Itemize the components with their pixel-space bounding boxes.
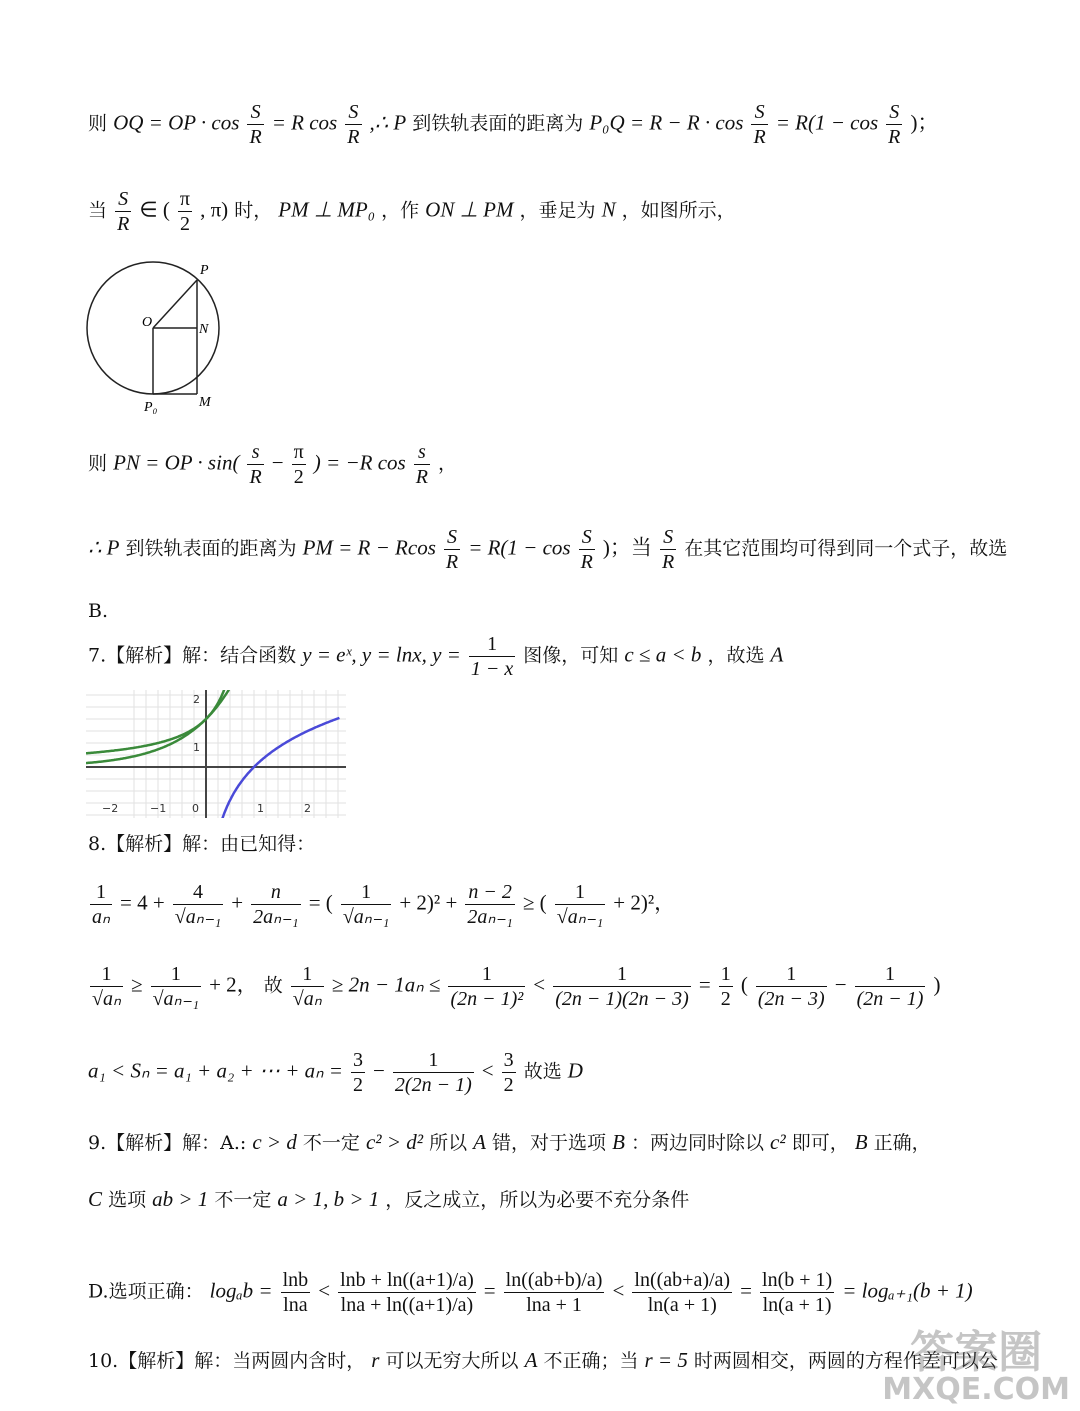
math: <	[318, 1278, 331, 1303]
den: R	[661, 551, 675, 573]
num: 1	[90, 880, 112, 905]
den: ln(a + 1)	[647, 1294, 717, 1316]
math: logₐb =	[209, 1278, 273, 1303]
x-tick--2: −2	[102, 802, 119, 815]
text: 不一定	[214, 1189, 272, 1211]
label-M: M	[199, 395, 211, 410]
math: =	[740, 1278, 752, 1303]
math: r	[371, 1348, 380, 1372]
math: )；	[910, 110, 939, 135]
text: 正确，	[873, 1132, 931, 1154]
num: S	[751, 100, 767, 125]
num: 1	[291, 962, 324, 987]
num: n	[251, 880, 300, 905]
y-tick-1: 1	[193, 741, 200, 754]
math: A	[473, 1130, 486, 1154]
text: 可以无穷大所以	[385, 1350, 519, 1372]
q9-line2	[88, 1186, 1010, 1213]
math: ≥ (	[522, 890, 547, 915]
fraction	[448, 962, 525, 1011]
fraction	[338, 1268, 476, 1317]
text: 即可，	[791, 1132, 849, 1154]
num: lnb + ln((a+1)/a)	[340, 1269, 474, 1291]
q8-line3	[88, 1048, 1010, 1097]
fraction	[345, 100, 361, 149]
den: 2aₙ₋₁	[253, 906, 299, 928]
fraction	[719, 962, 733, 1011]
fraction	[90, 880, 112, 929]
text: 则	[88, 452, 108, 475]
num: s	[414, 440, 430, 465]
fraction	[632, 1268, 732, 1317]
den: R	[347, 126, 360, 148]
math: r = 5	[644, 1348, 688, 1372]
math: B	[612, 1130, 625, 1154]
watermark-text-url: MXQE.COM	[882, 1372, 1070, 1407]
math: c²	[770, 1130, 786, 1154]
math: =	[483, 1278, 496, 1303]
q8-intro	[88, 831, 1010, 857]
q8-line2	[88, 962, 1010, 1011]
fraction	[555, 880, 605, 929]
text: 到铁轨表面的距离为	[125, 537, 297, 560]
math: = logₐ₊₁(b + 1)	[842, 1278, 973, 1303]
line-pm-distance	[88, 525, 1010, 574]
math: (	[740, 972, 748, 997]
text: D.选项正确：	[88, 1280, 204, 1303]
math: ≥	[131, 972, 143, 997]
text: ，如图所示，	[621, 199, 736, 222]
fraction	[465, 880, 514, 929]
den: lna + ln((a+1)/a)	[340, 1294, 474, 1316]
num: S	[345, 100, 361, 125]
line-pn	[88, 440, 1010, 489]
den: (2n − 1)(2n − 3)	[555, 988, 689, 1010]
math: c > d	[252, 1130, 297, 1154]
math: c ≤ a < b	[624, 642, 702, 667]
fraction	[90, 962, 123, 1011]
den: R	[415, 466, 428, 488]
den: 2aₙ₋₁	[467, 906, 513, 928]
num: s	[247, 440, 263, 465]
den: 2	[720, 988, 731, 1010]
math: = R(1 − cos	[775, 110, 879, 135]
function-graph	[86, 690, 346, 818]
watermark-text-cn: 答案圈	[910, 1327, 1043, 1378]
text: ，反之成立，所以为必要不充分条件	[385, 1189, 690, 1211]
den: R	[753, 126, 766, 148]
num: 1	[393, 1048, 474, 1073]
den: R	[888, 126, 901, 148]
math: ) = −R cos	[313, 450, 406, 475]
den: ln(a + 1)	[762, 1294, 832, 1316]
num: 1	[855, 962, 926, 987]
math: + 2，	[209, 972, 258, 997]
math: a > 1, b > 1	[277, 1187, 380, 1211]
fraction	[115, 187, 131, 236]
text: ，故选	[707, 644, 765, 667]
math: A	[770, 642, 784, 667]
text: 选项	[108, 1189, 147, 1211]
x-tick-2: 2	[304, 802, 311, 815]
fraction	[281, 1268, 311, 1317]
fraction	[469, 632, 515, 681]
num: S	[247, 100, 263, 125]
math: PN = OP · sin(	[113, 450, 240, 475]
text: ，作	[381, 199, 420, 222]
math: + 2)²，	[613, 890, 676, 915]
num: 4	[173, 880, 223, 905]
num: 1	[448, 962, 525, 987]
den: 2	[352, 1074, 363, 1096]
text: ，	[438, 452, 458, 475]
num: 3	[352, 1049, 363, 1071]
math: = R cos	[271, 110, 338, 135]
num: lnb	[282, 1269, 309, 1291]
x-tick-0: 0	[192, 802, 199, 815]
den: 2	[503, 1074, 514, 1096]
line-b	[88, 598, 1010, 624]
math: P₀Q = R − R · cos	[589, 110, 744, 135]
text: 时两圆相交，两圆的方程作差可以公	[693, 1350, 998, 1372]
math: = (	[308, 890, 333, 915]
num: ln(b + 1)	[762, 1269, 833, 1291]
label-N: N	[199, 322, 209, 337]
fraction	[886, 100, 902, 149]
den: 2(2n − 1)	[394, 1074, 472, 1096]
text: 故	[263, 974, 283, 997]
fraction	[553, 962, 691, 1011]
fraction	[351, 1048, 365, 1097]
label-O: O	[142, 315, 153, 330]
line-oq	[88, 100, 1010, 149]
label-P: P	[200, 263, 209, 278]
den: lna	[283, 1294, 308, 1316]
text: B.	[88, 600, 109, 622]
fraction	[292, 440, 306, 489]
text: 时，	[234, 199, 273, 222]
num: S	[886, 100, 902, 125]
fraction	[660, 525, 676, 574]
den: √aₙ₋₁	[152, 988, 200, 1010]
math: PM = R − Rcos	[302, 535, 436, 560]
math: −	[834, 972, 847, 997]
text: ：两边同时除以	[630, 1132, 764, 1154]
q9-line1	[88, 1129, 1010, 1156]
text: 所以	[429, 1132, 468, 1154]
fraction	[760, 1268, 834, 1317]
text: 故选	[523, 1060, 562, 1083]
text: 错，对于选项	[492, 1132, 607, 1154]
math: y = eˣ, y = lnx, y =	[302, 642, 461, 667]
num: π	[293, 441, 304, 463]
math: ON ⊥ PM	[425, 197, 514, 222]
q9-line3	[88, 1268, 1010, 1317]
math: N	[601, 197, 616, 222]
math: =	[698, 972, 711, 997]
num: 1	[720, 963, 731, 985]
math: ab > 1	[152, 1187, 209, 1211]
text: 在其它范围均可得到同一个式子，故选	[684, 537, 1008, 560]
num: 1	[555, 880, 605, 905]
text: 图像，可知	[523, 644, 619, 667]
den: 1 − x	[470, 658, 514, 680]
math: ,∴ P	[369, 110, 407, 135]
fraction	[504, 1268, 605, 1317]
math: +	[231, 890, 244, 915]
math: D	[567, 1058, 583, 1083]
fraction	[178, 187, 192, 236]
text: 9.【解析】解：A.:	[88, 1132, 247, 1154]
math: = 4 +	[120, 890, 165, 915]
num: S	[115, 187, 131, 212]
fraction	[247, 440, 263, 489]
fraction	[756, 962, 827, 1011]
text: 7.【解析】解：结合函数	[88, 644, 297, 667]
den: 2	[179, 213, 190, 235]
num: 1	[341, 880, 391, 905]
fraction	[251, 880, 300, 929]
fraction	[247, 100, 263, 149]
den: R	[249, 126, 262, 148]
fraction	[341, 880, 391, 929]
math: ∴ P	[88, 535, 120, 560]
den: √aₙ₋₁	[556, 906, 604, 928]
den: √aₙ	[92, 988, 121, 1010]
math: B	[854, 1130, 868, 1154]
num: 3	[503, 1049, 514, 1071]
text: 到铁轨表面的距离为	[412, 112, 584, 135]
den: (2n − 1)²	[450, 988, 524, 1010]
label-P0: P₀	[144, 400, 158, 415]
num: S	[579, 525, 595, 550]
den: (2n − 3)	[757, 988, 825, 1010]
den: R	[117, 213, 130, 235]
fraction	[151, 962, 201, 1011]
fraction	[751, 100, 767, 149]
den: R	[249, 466, 262, 488]
math: , π)	[200, 197, 229, 222]
line-when-pm	[88, 187, 1010, 236]
math: )	[933, 972, 941, 997]
num: 1	[151, 962, 201, 987]
text: 8.【解析】解：由已知得：	[88, 833, 316, 855]
num: ln((ab+a)/a)	[634, 1269, 731, 1291]
fraction	[444, 525, 460, 574]
num: 1	[756, 962, 827, 987]
den: √aₙ	[292, 988, 322, 1010]
num: ln((ab+b)/a)	[505, 1269, 603, 1291]
math: = R(1 − cos	[468, 535, 571, 560]
den: lna + 1	[526, 1294, 582, 1316]
num: 1	[553, 962, 691, 987]
fraction	[393, 1048, 474, 1097]
math: <	[533, 972, 546, 997]
math: )；当	[602, 535, 652, 560]
num: S	[660, 525, 676, 550]
math: PM ⊥ MP₀	[278, 197, 376, 222]
den: 2	[293, 466, 304, 488]
math: C	[88, 1187, 103, 1211]
q7-line	[88, 632, 1010, 681]
num: π	[179, 188, 191, 210]
num: 1	[469, 632, 515, 657]
den: √aₙ₋₁	[174, 906, 222, 928]
fraction	[291, 962, 324, 1011]
circle-diagram	[82, 258, 232, 418]
fraction	[855, 962, 926, 1011]
math: ≥ 2n − 1aₙ ≤	[331, 972, 441, 997]
math: −	[271, 450, 284, 475]
math: <	[481, 1058, 494, 1083]
math: OQ = OP · cos	[113, 110, 240, 135]
text: 不正确；当	[543, 1350, 639, 1372]
den: R	[580, 551, 593, 573]
text: 则	[88, 112, 108, 135]
math: + 2)² +	[399, 890, 458, 915]
math: A	[524, 1348, 538, 1372]
fraction	[173, 880, 223, 929]
math: <	[612, 1278, 625, 1303]
q8-line1	[88, 880, 1010, 929]
num: n − 2	[465, 880, 514, 905]
math: a₁ < Sₙ = a₁ + a₂ + ⋯ + aₙ =	[88, 1058, 343, 1083]
text: ，垂足为	[519, 199, 596, 222]
watermark-logo	[882, 1327, 1070, 1407]
num: 1	[90, 962, 123, 987]
den: (2n − 1)	[856, 988, 924, 1010]
x-tick-1: 1	[257, 802, 264, 815]
fraction	[502, 1048, 516, 1097]
den: R	[445, 551, 459, 573]
fraction	[414, 440, 430, 489]
den: √aₙ₋₁	[342, 906, 390, 928]
den: aₙ	[92, 906, 110, 928]
text: 10.【解析】解：当两圆内含时，	[88, 1350, 366, 1372]
math: −	[373, 1058, 385, 1083]
q10-line	[88, 1347, 1010, 1374]
num: S	[444, 525, 460, 550]
text: 不一定	[302, 1132, 360, 1154]
text: 当	[88, 199, 108, 222]
fraction	[579, 525, 595, 574]
y-tick-2: 2	[193, 693, 200, 706]
math: ∈ (	[139, 197, 170, 222]
math: c² > d²	[365, 1130, 424, 1154]
x-tick--1: −1	[150, 802, 167, 815]
